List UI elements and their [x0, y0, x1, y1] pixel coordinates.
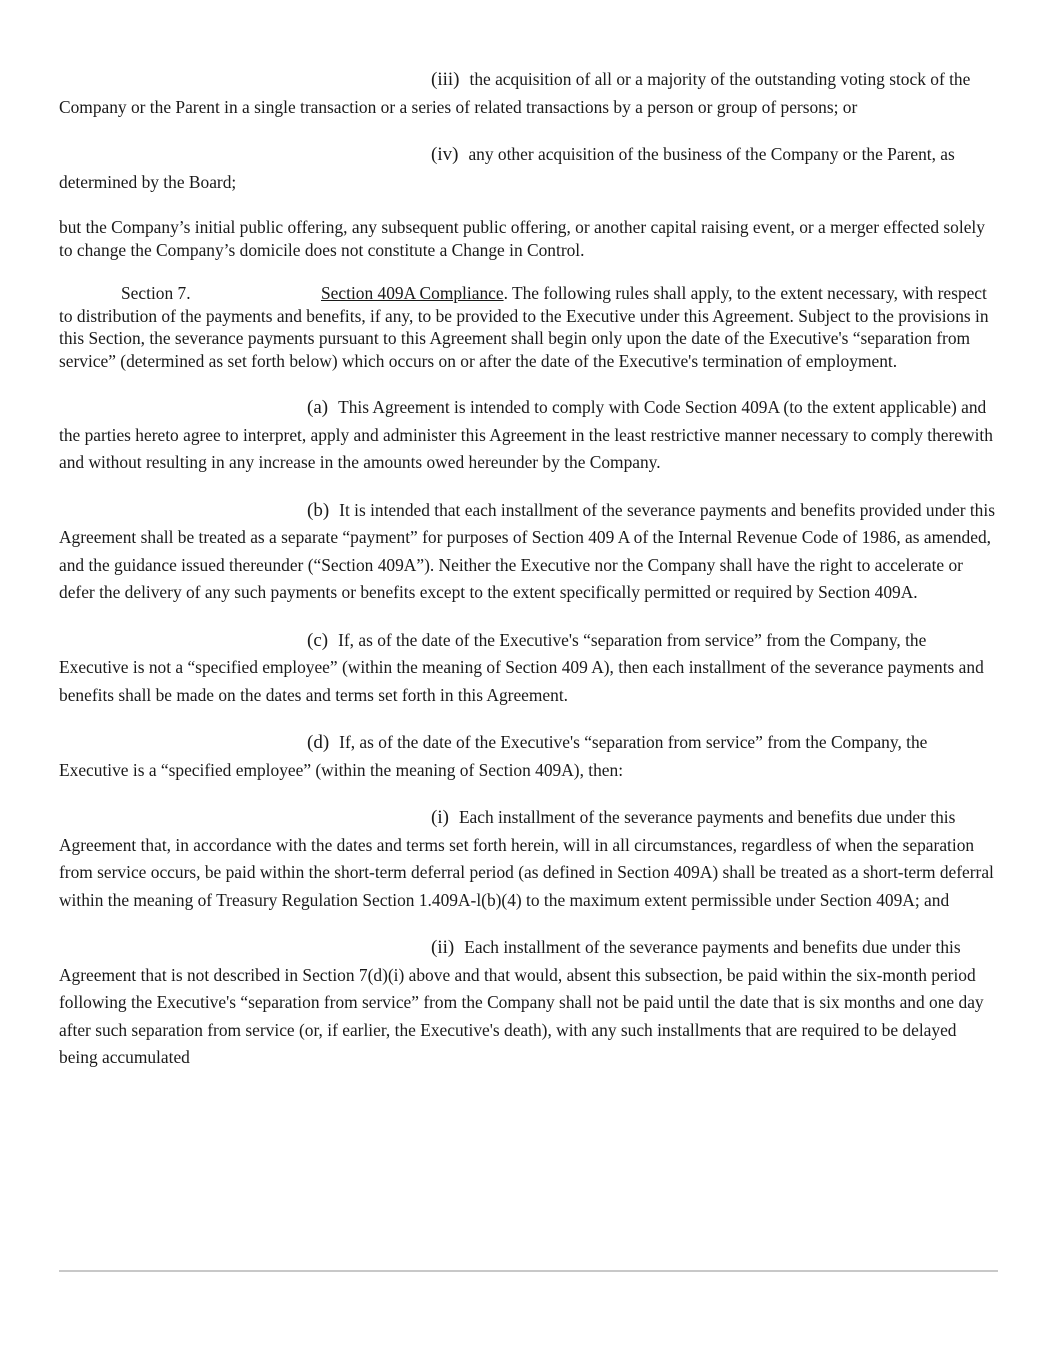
clause-text: but the Company’s initial public offering, any subsequent public offering, or another capital raising event, or a merger effected solely to change the Company’s domicile does not constitute a Change in Control. [59, 217, 985, 260]
paragraph-section-7 [59, 282, 999, 372]
paragraph-change-in-control-exclusion [59, 216, 999, 261]
clause-text: . The following rules shall apply, to the extent necessary, with respect to distribution of the payments and benefits, if any, to be provided to the Executive under this Agreement. Subject to the provisions in this Section, the severance payments pursuant to this Agreement shall begin only upon the date of the Executive's “separation from service” (determined as set forth below) which occurs on or after the date of the Executive's termination of employment. [59, 283, 989, 371]
clause-marker: (iii) [431, 69, 460, 90]
section-number: Section 7. [121, 283, 191, 303]
clause-text: This Agreement is intended to comply with Code Section 409A (to the extent applicable) and the parties hereto agree to interpret, apply and administer this Agreement in the least restrictive manner necessary to comply therewith and without resulting in any increase in the amounts owed hereunder by the Company. [59, 397, 993, 472]
document-page [59, 66, 999, 1072]
clause-marker: (iv) [431, 144, 459, 165]
clause-marker: (a) [307, 397, 329, 418]
clause-marker: (i) [431, 807, 449, 828]
clause-marker: (b) [307, 499, 330, 521]
clause-marker: (c) [307, 629, 329, 651]
paragraph-c [59, 627, 999, 710]
paragraph-iv [59, 141, 999, 196]
clause-marker: (d) [307, 732, 330, 753]
paragraph-d [59, 729, 999, 784]
paragraph-d-ii [59, 934, 999, 1072]
clause-text: any other acquisition of the business of the Company or the Parent, as determined by the Board; [59, 144, 955, 192]
clause-text: Each installment of the severance payments and benefits due under this Agreement that is not described in Section 7(d)(i) above and that would, absent this subsection, be paid within the six-month period following the Executive's “separation from service” from the Company shall not be paid until the date that is six months and one day after such separation from service (or, if earlier, the Executive's death), with any such installments that are required to be delayed being accumulated [59, 937, 984, 1067]
clause-text: If, as of the date of the Executive's “separation from service” from the Company, the Executive is a “specified employee” (within the meaning of Section 409A), then: [59, 732, 928, 780]
clause-text: It is intended that each installment of the severance payments and benefits provided under this Agreement shall be treated as a separate “payment” for purposes of Section 409 A of the Internal Revenue Code of 1986, as amended, and the guidance issued thereunder (“Section 409A”). Neither the Executive nor the Company shall have the right to accelerate or defer the delivery of any such payments or benefits except to the extent specifically permitted or required by Section 409A. [59, 499, 995, 602]
paragraph-d-i [59, 804, 999, 914]
clause-text: the acquisition of all or a majority of the outstanding voting stock of the Company or the Parent in a single transaction or a series of related transactions by a person or group of persons; or [59, 69, 971, 117]
clause-marker: (ii) [431, 937, 455, 958]
paragraph-b [59, 497, 999, 607]
clause-text: Each installment of the severance payments and benefits due under this Agreement that, in accordance with the dates and terms set forth herein, will in all circumstances, regardless of when the separation from service occurs, be paid within the short-term deferral period (as defined in Section 409A) shall be treated as a short-term deferral within the meaning of Treasury Regulation Section 1.409A-l(b)(4) to the maximum extent permissible under Section 409A; and [59, 807, 994, 910]
paragraph-iii [59, 66, 999, 121]
section-title: Section 409A Compliance [321, 283, 504, 303]
page-footer-divider [59, 1270, 998, 1272]
paragraph-a [59, 394, 999, 477]
clause-text: If, as of the date of the Executive's “separation from service” from the Company, the Executive is not a “specified employee” (within the meaning of Section 409 A), then each installment of the severance payments and benefits shall be made on the dates and terms set forth in this Agreement. [59, 629, 984, 705]
